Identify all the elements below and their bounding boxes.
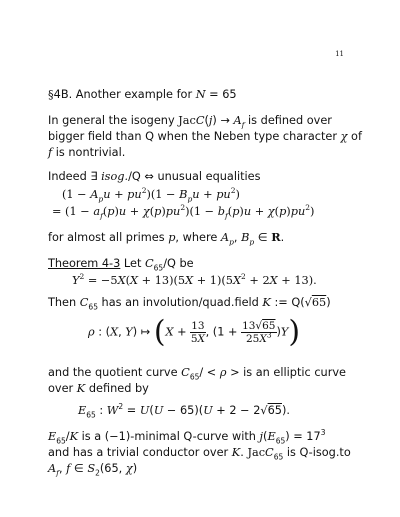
paragraph-line: and the quotient curve $C_{65}/ < \rho$ > is an elliptic curve: [48, 366, 346, 382]
paragraph-line: $E_{65}/K$ is a (−1)-minimal Q-curve with $j(E_{65}) = 17^3$: [48, 428, 326, 446]
theorem-label: Theorem 4-3: [48, 257, 121, 270]
paragraph-line: bigger field than Q when the Neben type character χ of: [48, 130, 362, 143]
equation-line: $(1 - A_pu + pu^2)(1 - B_pu + pu^2)$: [62, 186, 240, 204]
paragraph-line: and has a trivial conductor over K. JacC$_{65}$ is Q-isog.to: [48, 446, 351, 462]
equation-line: $E_{65}$ : $W^2 = U(U - 65)(U + 2 - 2√65)$.: [78, 402, 290, 420]
paragraph-line: In general the isogeny JacC(j) → $A_f$ is defined over: [48, 114, 332, 130]
paragraph-line: Indeed ∃ isog./Q ⇔ unusual equalities: [48, 170, 261, 183]
equation-line: ρ : (X, Y) ↦ (X + $\frac{13}{5X}$ , (1 + $\frac{13√65}{25X^3}$ )Y): [88, 314, 301, 350]
paragraph-line: $A_f$, f ∈ $S_2(65$, χ): [48, 462, 138, 478]
paragraph-line: f is nontrivial.: [48, 146, 126, 159]
equation-line: = $(1 - a_f(p)u + \chi(p)pu^2)(1 - b_f(p)u + \chi(p)pu^2)$: [52, 203, 315, 221]
paragraph-line: for almost all primes p, where $A_p$, $B_p$ ∈ R.: [48, 230, 285, 247]
paragraph-line: over K defined by: [48, 382, 149, 395]
page-number: 11: [335, 50, 344, 58]
equation-line: $Y^2 = -5X(X + 13)(5X + 1)(5X^2 + 2X + 13)$.: [72, 272, 317, 287]
section-heading: §4B. Another example for N = 65: [48, 88, 237, 101]
theorem-line: Theorem 4-3 Let $C_{65}/Q$ be: [48, 257, 194, 273]
paragraph-line: Then $C_{65}$ has an involution/quad.field K := Q(√65): [48, 296, 331, 312]
